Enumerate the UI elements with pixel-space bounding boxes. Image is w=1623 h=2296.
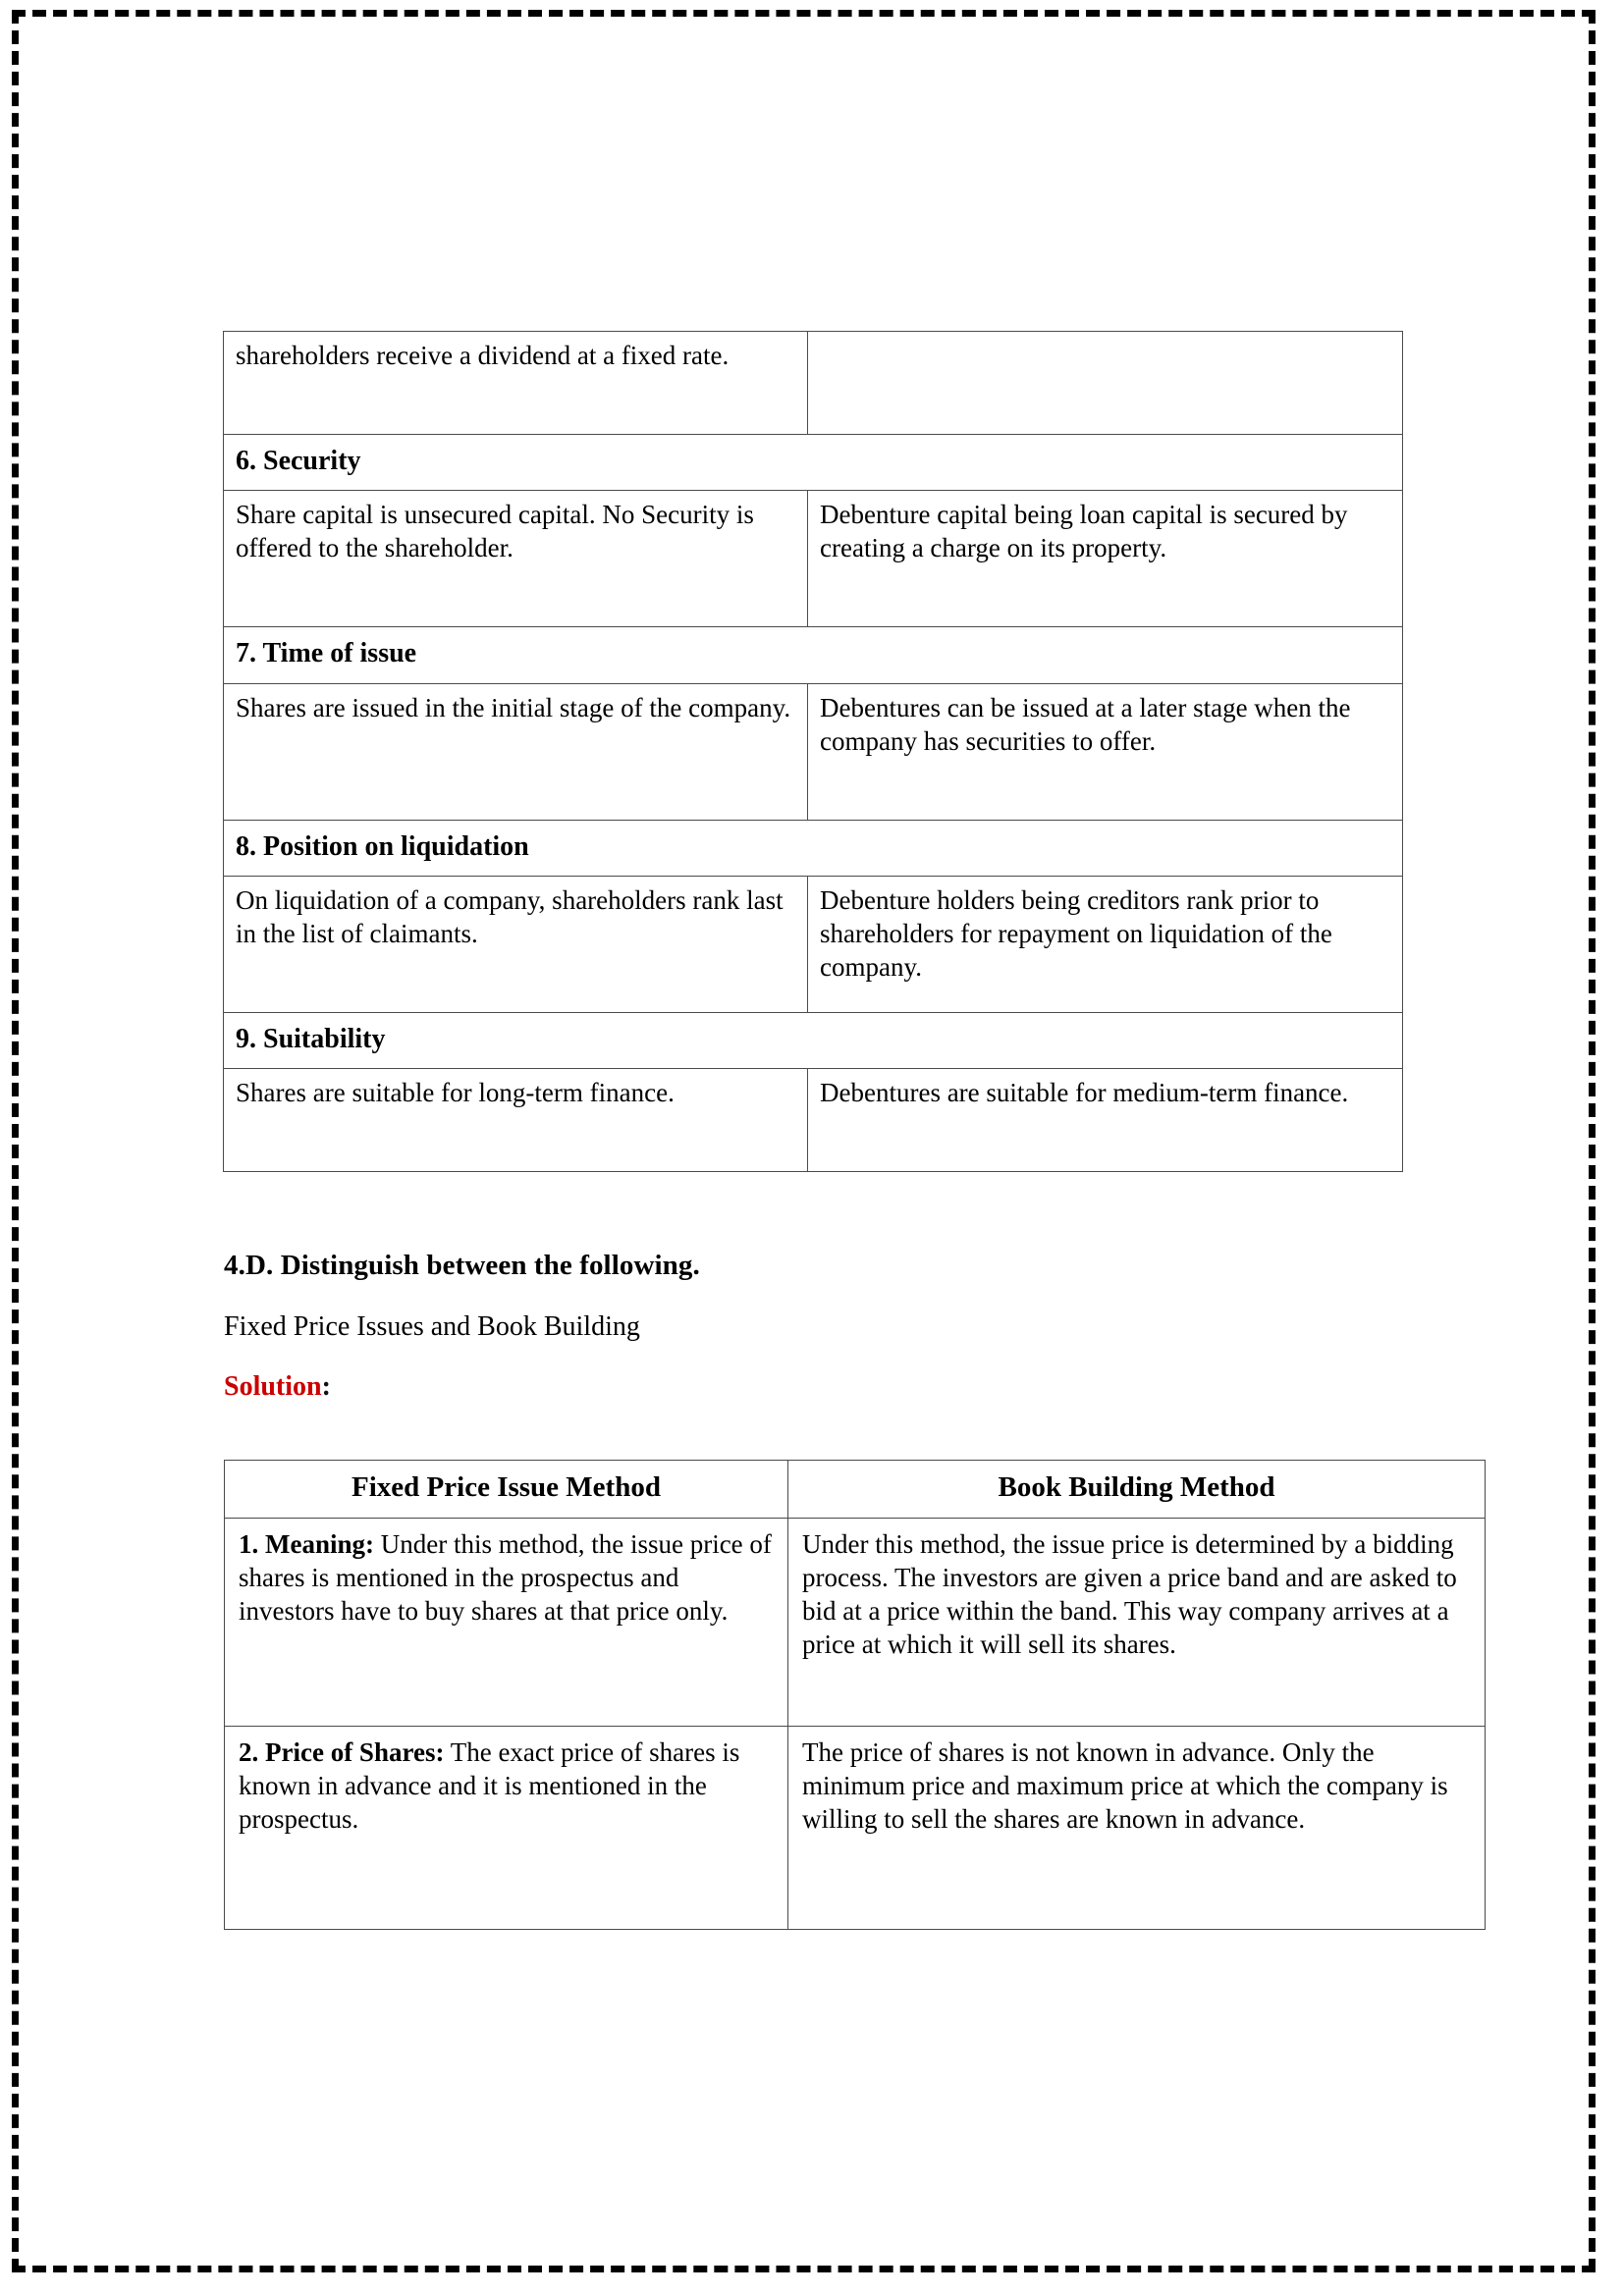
- table-row: [224, 683, 1403, 820]
- table-row: [224, 1069, 1403, 1172]
- cell-debentures: Debenture capital being loan capital is secured by creating a charge on its property.: [808, 491, 1403, 627]
- row-body-text: Under this method, the issue price of shares is mentioned in the prospectus and investors have to buy shares at that price only.: [239, 1529, 772, 1627]
- solution-colon: :: [321, 1371, 331, 1403]
- table-section-row: [224, 820, 1403, 876]
- cell-book-building-price-of-shares: The price of shares is not known in advance. Only the minimum price and maximum price at which the company is willing to sell the shares are known in advance.: [788, 1727, 1486, 1930]
- cell-shares: Shares are issued in the initial stage of the company.: [224, 683, 808, 820]
- table-row: [224, 491, 1403, 627]
- cell-debentures: [808, 332, 1403, 435]
- shares-debentures-table: [223, 331, 1403, 1172]
- question-subtitle: Fixed Price Issues and Book Building: [224, 1310, 640, 1342]
- cell-fixed-price-price-of-shares: [225, 1727, 788, 1930]
- table-row: [224, 332, 1403, 435]
- solution-word: Solution: [224, 1371, 322, 1403]
- column-header-book-building: Book Building Method: [788, 1461, 1486, 1519]
- section-heading-position-on-liquidation: 8. Position on liquidation: [224, 820, 1403, 876]
- table-section-row: [224, 1012, 1403, 1068]
- cell-shares: On liquidation of a company, shareholders rank last in the list of claimants.: [224, 876, 808, 1012]
- table-section-row: [224, 435, 1403, 491]
- cell-debentures: Debentures can be issued at a later stage when the company has securities to offer.: [808, 683, 1403, 820]
- cell-shares: Share capital is unsecured capital. No Security is offered to the shareholder.: [224, 491, 808, 627]
- section-heading-time-of-issue: 7. Time of issue: [224, 627, 1403, 683]
- section-heading-suitability: 9. Suitability: [224, 1012, 1403, 1068]
- table-header-row: [225, 1461, 1486, 1519]
- solution-label: [224, 1343, 1500, 1404]
- table-section-row: [224, 627, 1403, 683]
- cell-book-building-meaning: Under this method, the issue price is determined by a bidding process. The investors are given a price band and are asked to bid at a price within the band. This way company arrives at a price at which it will sell its shares.: [788, 1519, 1486, 1727]
- table-row: [225, 1519, 1486, 1727]
- column-header-fixed-price: Fixed Price Issue Method: [225, 1461, 788, 1519]
- row-lead-label: 2. Price of Shares:: [239, 1737, 445, 1767]
- row-body-text: The exact price of shares is known in advance and it is mentioned in the prospectus.: [239, 1737, 740, 1835]
- table-row: [224, 876, 1403, 1012]
- cell-shares: Shares are suitable for long-term finance.: [224, 1069, 808, 1172]
- section-heading-security: 6. Security: [224, 435, 1403, 491]
- cell-fixed-price-meaning: [225, 1519, 788, 1727]
- fixed-price-book-building-table: [224, 1460, 1486, 1930]
- cell-debentures: Debentures are suitable for medium-term finance.: [808, 1069, 1403, 1172]
- table-row: [225, 1727, 1486, 1930]
- question-heading: 4.D. Distinguish between the following.: [224, 1250, 700, 1281]
- cell-shares: shareholders receive a dividend at a fixed rate.: [224, 332, 808, 435]
- question-block: [224, 1249, 1500, 1404]
- cell-debentures: Debenture holders being creditors rank prior to shareholders for repayment on liquidation of the company.: [808, 876, 1403, 1012]
- row-lead-label: 1. Meaning:: [239, 1529, 374, 1559]
